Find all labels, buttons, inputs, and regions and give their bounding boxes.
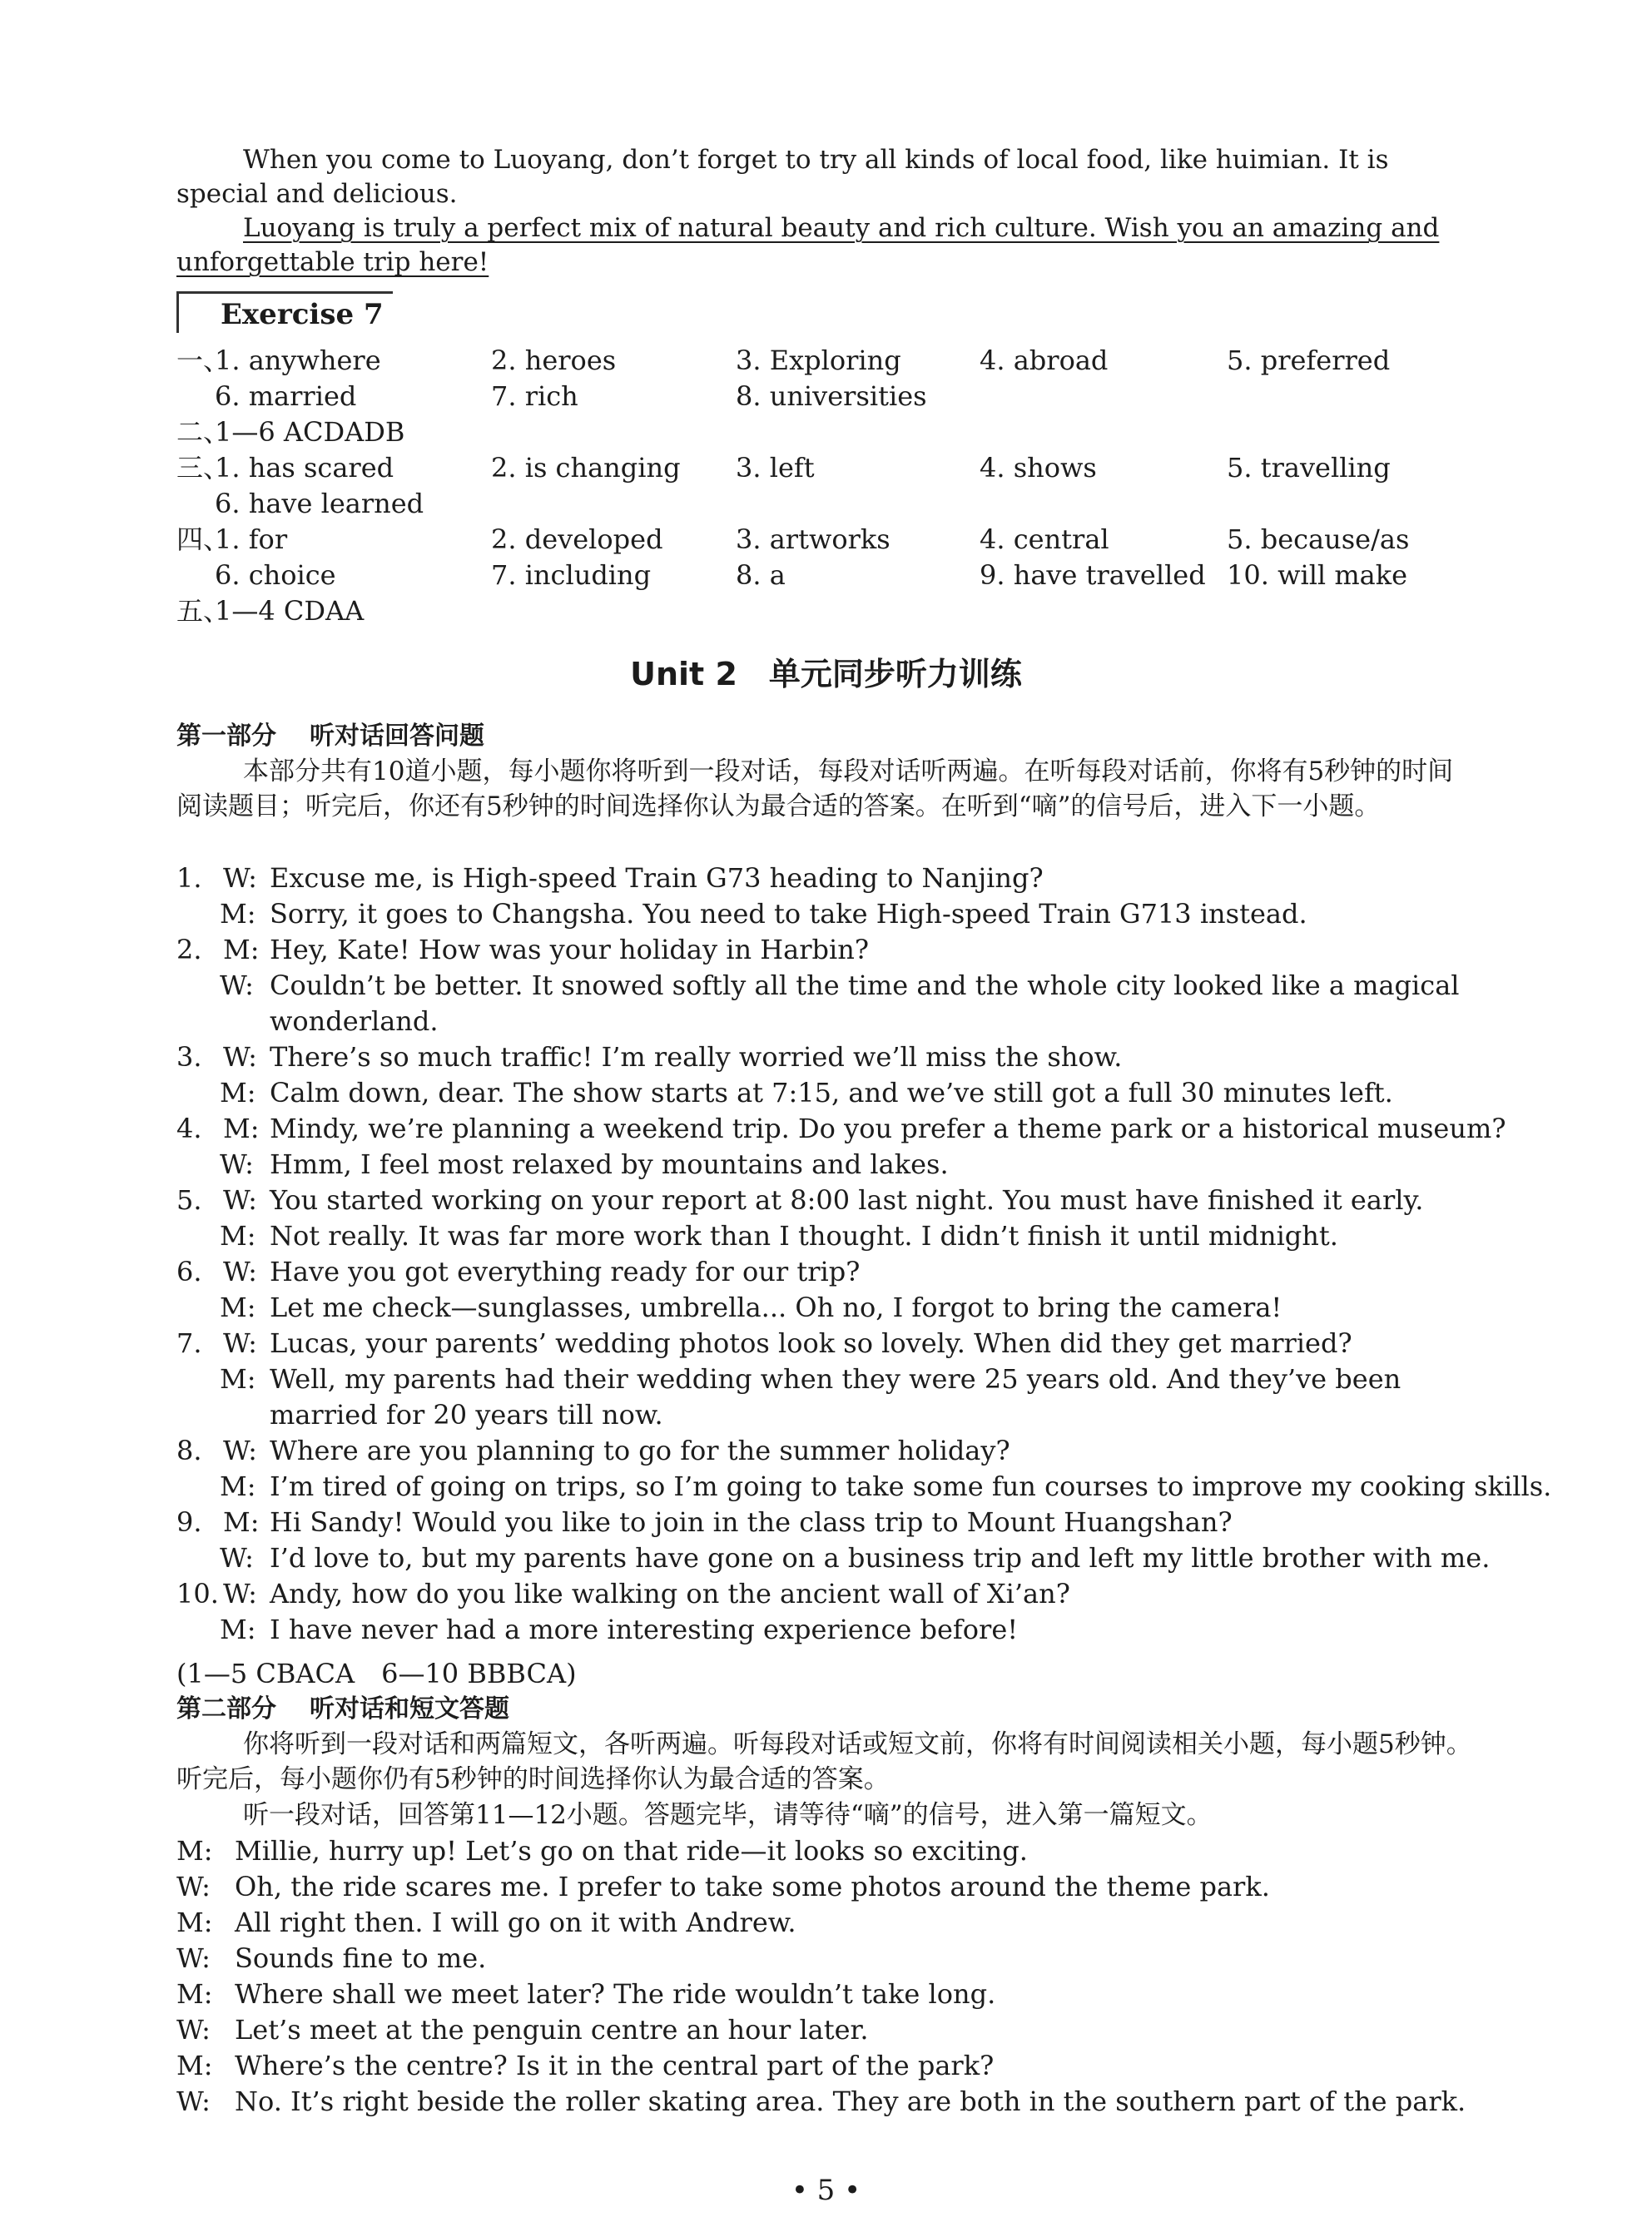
dialogue-text: Let me check—sunglasses, umbrella... Oh no, I forgot to bring the camera! xyxy=(270,1292,1282,1323)
part2-heading xyxy=(176,1692,509,1727)
question-number: 2. xyxy=(176,934,202,965)
dialogue-line xyxy=(176,1326,1352,1362)
exercise-answer-item: 8. a xyxy=(736,559,786,591)
exercise-answer-item: 1. has scared xyxy=(215,452,394,484)
dialogue-text: Where’s the centre? Is it in the central part of the park? xyxy=(235,2050,995,2081)
speaker: M: xyxy=(223,1506,260,1538)
dialogue-continuation: married for 20 years till now. xyxy=(270,1399,663,1431)
dialogue-text: Mindy, we’re planning a weekend trip. Do you prefer a theme park or a historical museum? xyxy=(270,1113,1506,1144)
exercise-answer-item: 6. choice xyxy=(215,559,336,591)
question-number: 10. xyxy=(176,1578,219,1610)
exercise-row xyxy=(176,450,1475,486)
speaker: W: xyxy=(223,1256,257,1287)
exercise-answer-item: 4. abroad xyxy=(980,345,1109,376)
speaker: W: xyxy=(223,1578,257,1610)
speaker: W: xyxy=(223,1041,257,1073)
dialogue-text: I’m tired of going on trips, so I’m going to take some fun courses to improve my cooking skills. xyxy=(270,1471,1552,1502)
question-number: 9. xyxy=(176,1506,202,1538)
exercise-title: Exercise 7 xyxy=(176,291,393,333)
exercise-section-label: 三、 xyxy=(176,452,231,484)
dialogue-text: Not really. It was far more work than I thought. I didn’t finish it until midnight. xyxy=(270,1220,1338,1252)
part2-instructions: 你将听到一段对话和两篇短文，各听两遍。听每段对话或短文前，你将有时间阅读相关小题，每小题5秒钟。听完后，每小题你仍有5秒钟的时间选择你认为最合适的答案。 xyxy=(176,1729,1472,1794)
dialogue-line xyxy=(220,1290,1282,1326)
dialogue-text: I have never had a more interesting experience before! xyxy=(270,1614,1019,1645)
dialogue-line xyxy=(176,1254,861,1290)
exercise-answer-item: 6. have learned xyxy=(215,488,424,519)
dialogue-line xyxy=(220,968,1460,1004)
exercise-answer-item: 8. universities xyxy=(736,380,927,412)
question-number: 4. xyxy=(176,1113,202,1144)
dialogue-line xyxy=(220,1147,949,1183)
dialogue-line xyxy=(176,1183,1424,1218)
dialogue-text: Well, my parents had their wedding when they were 25 years old. And they’ve been xyxy=(270,1363,1401,1395)
exercise-section-label: 二、 xyxy=(176,416,231,448)
exercise-row xyxy=(176,379,1475,414)
exercise-answer-item: 2. heroes xyxy=(491,345,617,376)
dialogue-text: Where shall we meet later? The ride wouldn’t take long. xyxy=(235,1978,996,2010)
speaker: W: xyxy=(223,862,257,894)
dialogue-continuation: wonderland. xyxy=(270,1005,439,1037)
part1-heading-title: 听对话回答问题 xyxy=(310,722,484,751)
dialogue-line xyxy=(220,896,1307,932)
exercise-answer-item: 7. rich xyxy=(491,380,578,412)
dialogue-text: Have you got everything ready for our trip? xyxy=(270,1256,861,1287)
question-number: 5. xyxy=(176,1184,202,1216)
speaker: W: xyxy=(176,1871,211,1902)
speaker: M: xyxy=(176,1978,213,2010)
exercise-row xyxy=(176,343,1475,379)
intro-paragraph-1: When you come to Luoyang, don’t forget to try all kinds of local food, like huimian. It is special and delicious. xyxy=(176,145,1389,209)
dialogue-line xyxy=(220,1612,1019,1648)
exercise-answer-item: 7. including xyxy=(491,559,652,591)
dialogue-text: Andy, how do you like walking on the ancient wall of Xi’an? xyxy=(270,1578,1070,1610)
dialogue-line xyxy=(176,1941,486,1977)
part1-answers: (1—5 CBACA 6—10 BBBCA) xyxy=(176,1658,577,1689)
exercise-answer-item: 5. because/as xyxy=(1227,523,1410,555)
exercise-row xyxy=(176,414,1475,450)
dialogue-line xyxy=(176,1039,1123,1075)
speaker: M: xyxy=(176,1907,213,1938)
speaker: M: xyxy=(220,1471,256,1502)
speaker: W: xyxy=(176,2086,211,2117)
dialogue-line xyxy=(176,1905,796,1941)
exercise-section-label: 四、 xyxy=(176,523,231,555)
dialogue-line xyxy=(176,1833,1028,1869)
dialogue-text: Let’s meet at the penguin centre an hour later. xyxy=(235,2014,869,2046)
exercise-answer-item: 3. Exploring xyxy=(736,345,901,376)
question-number: 1. xyxy=(176,862,202,894)
dialogue-line xyxy=(176,2012,869,2048)
exercise-row xyxy=(176,558,1475,593)
exercise-answer-item: 6. married xyxy=(215,380,357,412)
speaker: W: xyxy=(220,1542,254,1574)
dialogue-line xyxy=(220,1469,1552,1505)
part1-heading xyxy=(176,719,484,754)
question-number: 8. xyxy=(176,1435,202,1466)
dialogue-text: Sounds fine to me. xyxy=(235,1942,487,1974)
exercise-row xyxy=(176,522,1475,558)
exercise-answer-item: 9. have travelled xyxy=(980,559,1206,591)
exercise-row xyxy=(176,593,1475,629)
exercise-section-label: 一、 xyxy=(176,345,231,376)
speaker: W: xyxy=(223,1184,257,1216)
exercise-answer-item: 3. artworks xyxy=(736,523,890,555)
dialogue-line xyxy=(220,1540,1491,1576)
dialogue-line xyxy=(176,1576,1070,1612)
dialogue-text: Couldn’t be better. It snowed softly all the time and the whole city looked like a magical xyxy=(270,970,1460,1001)
speaker: M: xyxy=(223,1113,260,1144)
part2-sub-instructions: 听一段对话，回答第11—12小题。答题完毕，请等待“嘀”的信号，进入第一篇短文。 xyxy=(243,1800,1213,1830)
dialogue-text: All right then. I will go on it with Andrew. xyxy=(235,1907,796,1938)
dialogue-line xyxy=(176,1111,1506,1147)
dialogue-text: Lucas, your parents’ wedding photos look so lovely. When did they get married? xyxy=(270,1327,1352,1359)
dialogue-text: Oh, the ride scares me. I prefer to take some photos around the theme park. xyxy=(235,1871,1270,1902)
speaker: M: xyxy=(220,1220,256,1252)
speaker: M: xyxy=(220,1614,256,1645)
dialogue-text: Hey, Kate! How was your holiday in Harbin? xyxy=(270,934,869,965)
dialogue-line xyxy=(176,1433,1010,1469)
dialogue-text: Hi Sandy! Would you like to join in the class trip to Mount Huangshan? xyxy=(270,1506,1233,1538)
exercise-answer-item: 2. is changing xyxy=(491,452,681,484)
dialogue-text: You started working on your report at 8:00 last night. You must have finished it early. xyxy=(270,1184,1424,1216)
speaker: W: xyxy=(176,1942,211,1974)
question-number: 7. xyxy=(176,1327,202,1359)
speaker: M: xyxy=(220,1292,256,1323)
speaker: W: xyxy=(220,970,254,1001)
dialogue-text: Excuse me, is High-speed Train G73 heading to Nanjing? xyxy=(270,862,1044,894)
exercise-answer-item: 2. developed xyxy=(491,523,663,555)
speaker: M: xyxy=(220,1363,256,1395)
speaker: W: xyxy=(223,1435,257,1466)
dialogue-line xyxy=(176,861,1044,896)
exercise-row xyxy=(176,486,1475,522)
exercise-answer-item: 3. left xyxy=(736,452,815,484)
exercise-answer-item: 4. central xyxy=(980,523,1109,555)
dialogue-line xyxy=(176,1977,995,2012)
speaker: M: xyxy=(220,1077,256,1109)
exercise-answer-item: 1—6 ACDADB xyxy=(215,416,405,448)
speaker: W: xyxy=(223,1327,257,1359)
exercise-answer-item: 1—4 CDAA xyxy=(215,595,365,627)
dialogue-text: Calm down, dear. The show starts at 7:15, and we’ve still got a full 30 minutes left. xyxy=(270,1077,1393,1109)
question-number: 3. xyxy=(176,1041,202,1073)
unit-title: Unit 2 单元同步听力训练 xyxy=(630,656,1022,692)
dialogue-text: Sorry, it goes to Changsha. You need to take High-speed Train G713 instead. xyxy=(270,898,1307,930)
part2-heading-num: 第二部分 xyxy=(176,1694,276,1724)
exercise-answer-item: 10. will make xyxy=(1227,559,1408,591)
dialogue-line xyxy=(176,2048,994,2084)
dialogue-text: I’d love to, but my parents have gone on a business trip and left my little brother with me. xyxy=(270,1542,1491,1574)
speaker: M: xyxy=(220,898,256,930)
exercise-answer-item: 1. for xyxy=(215,523,288,555)
intro-paragraph-2-text: Luoyang is truly a perfect mix of natural beauty and rich culture. Wish you an amazing and unforgettable trip here! xyxy=(176,213,1440,277)
dialogue-line xyxy=(176,2084,1466,2120)
dialogue-line xyxy=(176,1505,1233,1540)
speaker: M: xyxy=(223,934,260,965)
speaker: W: xyxy=(176,2014,211,2046)
part1-heading-num: 第一部分 xyxy=(176,722,276,751)
dialogue-line xyxy=(220,1075,1393,1111)
dialogue-line xyxy=(220,1362,1401,1397)
speaker: M: xyxy=(176,2050,213,2081)
dialogue-text: There’s so much traffic! I’m really worried we’ll miss the show. xyxy=(270,1041,1123,1073)
speaker: M: xyxy=(176,1835,213,1867)
dialogue-text: Where are you planning to go for the summer holiday? xyxy=(270,1435,1010,1466)
exercise-answer-item: 4. shows xyxy=(980,452,1097,484)
page-number: • 5 • xyxy=(791,2174,861,2207)
question-number: 6. xyxy=(176,1256,202,1287)
dialogue-line xyxy=(176,1869,1270,1905)
speaker: W: xyxy=(220,1148,254,1180)
part2-heading-title: 听对话和短文答题 xyxy=(310,1694,509,1724)
exercise-answer-item: 1. anywhere xyxy=(215,345,381,376)
dialogue-text: Millie, hurry up! Let’s go on that ride—it looks so exciting. xyxy=(235,1835,1028,1867)
exercise-answer-item: 5. preferred xyxy=(1227,345,1391,376)
dialogue-text: No. It’s right beside the roller skating area. They are both in the southern part of the park. xyxy=(235,2086,1466,2117)
dialogue-line xyxy=(176,932,869,968)
exercise-answer-item: 5. travelling xyxy=(1227,452,1391,484)
dialogue-text: Hmm, I feel most relaxed by mountains and lakes. xyxy=(270,1148,949,1180)
exercise-section-label: 五、 xyxy=(176,595,231,627)
part1-instructions: 本部分共有10道小题，每小题你将听到一段对话，每段对话听两遍。在听每段对话前，你将有5秒钟的时间阅读题目；听完后，你还有5秒钟的时间选择你认为最合适的答案。在听到“嘀”的信号后，进入下一小题。 xyxy=(176,756,1454,821)
intro-paragraph-2 xyxy=(176,211,1475,280)
dialogue-line xyxy=(220,1218,1338,1254)
